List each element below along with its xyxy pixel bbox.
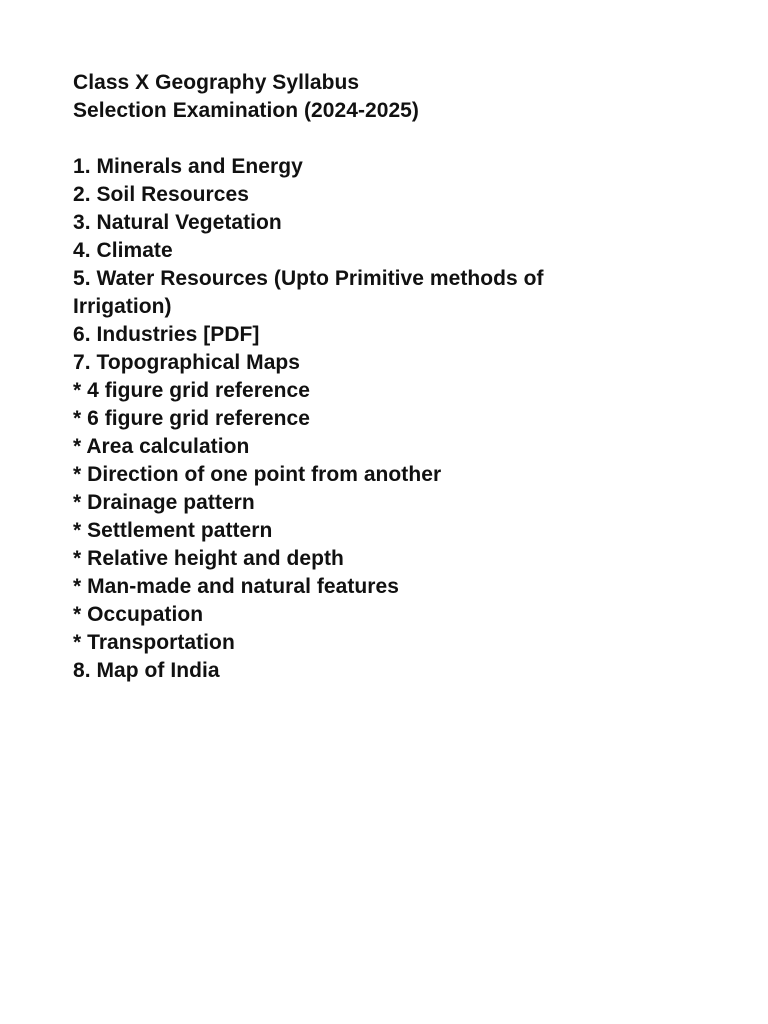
document-title: Class X Geography Syllabus: [73, 71, 360, 94]
list-item: Irrigation): [73, 295, 172, 318]
document-subtitle: Selection Examination (2024-2025): [73, 99, 419, 122]
list-item: * Relative height and depth: [73, 547, 344, 570]
list-item: 7. Topographical Maps: [73, 351, 301, 374]
list-item: 1. Minerals and Energy: [73, 155, 303, 178]
list-item: 8. Map of India: [73, 659, 220, 682]
list-item: 6. Industries [PDF]: [73, 323, 260, 346]
list-item: * Area calculation: [73, 435, 250, 458]
list-item: 4. Climate: [73, 239, 173, 262]
list-item: * Direction of one point from another: [73, 463, 442, 486]
blank-line: [73, 125, 673, 153]
list-item: * Transportation: [73, 631, 235, 654]
list-item: 2. Soil Resources: [73, 183, 249, 206]
list-item: 3. Natural Vegetation: [73, 211, 282, 234]
syllabus-list: [73, 153, 673, 685]
list-item: * Settlement pattern: [73, 519, 273, 542]
list-item: * 6 figure grid reference: [73, 407, 310, 430]
list-item: * Man-made and natural features: [73, 575, 399, 598]
document-body: [73, 69, 673, 685]
list-item: * Occupation: [73, 603, 204, 626]
list-item: * 4 figure grid reference: [73, 379, 310, 402]
list-item: 5. Water Resources (Upto Primitive methods of: [73, 267, 544, 290]
list-item: * Drainage pattern: [73, 491, 255, 514]
